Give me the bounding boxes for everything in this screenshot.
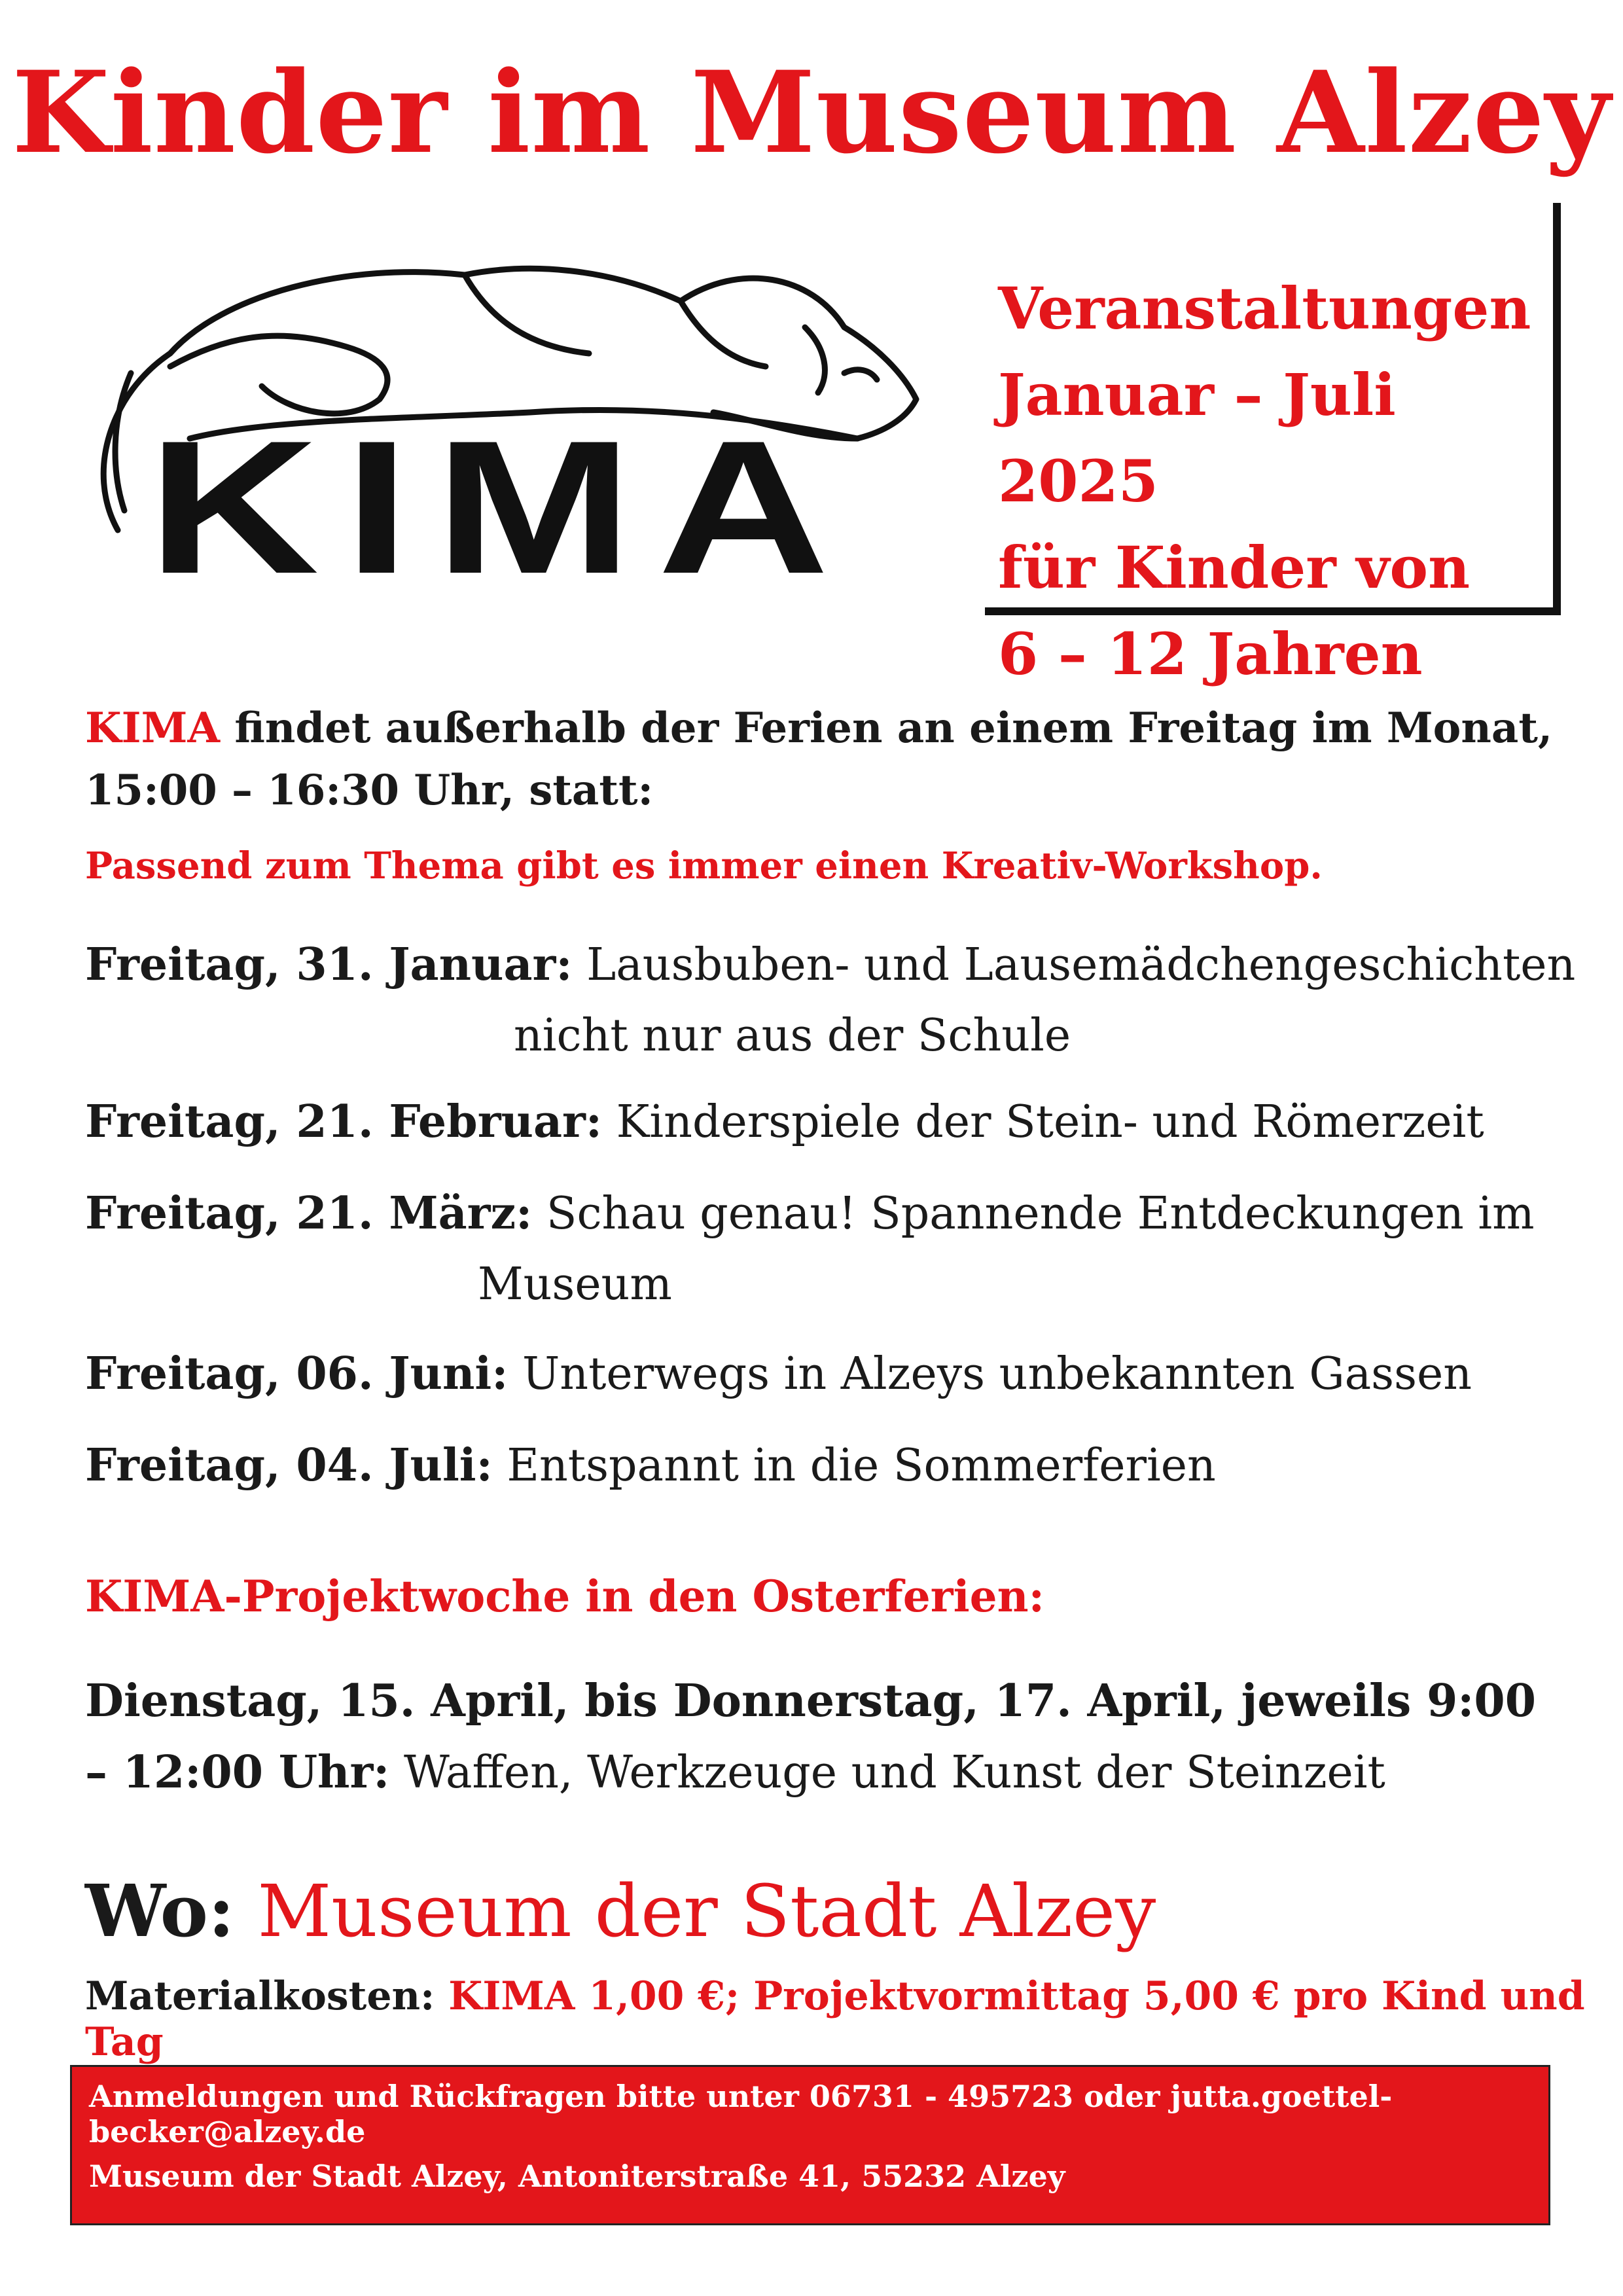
location-venue: Museum der Stadt Alzey xyxy=(257,1869,1156,1953)
event-date: Freitag, 21. Februar: xyxy=(85,1096,602,1148)
intro-paragraph xyxy=(85,697,1558,821)
event-title: Schau genau! Spannende Entdeckungen im xyxy=(546,1188,1535,1240)
event-title: Unterwegs in Alzeys unbekannten Gassen xyxy=(522,1348,1472,1400)
event-item xyxy=(85,1430,1216,1501)
event-date: Freitag, 21. März: xyxy=(85,1187,533,1240)
event-item xyxy=(85,1338,1472,1410)
event-title: Kinderspiele der Stein- und Römerzeit xyxy=(616,1096,1484,1148)
event-date: Freitag, 31. Januar: xyxy=(85,939,573,991)
project-week-heading: KIMA-Projektwoche in den Osterferien: xyxy=(85,1571,1044,1622)
location-line xyxy=(85,1869,1156,1953)
event-title-continued: nicht nur aus der Schule xyxy=(514,1010,1071,1062)
project-week-details xyxy=(85,1666,1564,1808)
event-item xyxy=(85,929,1575,1071)
intro-kima: KIMA xyxy=(85,704,221,753)
events-line: Veranstaltungen xyxy=(998,274,1531,342)
contact-footer xyxy=(70,2065,1550,2225)
event-item xyxy=(85,1086,1484,1158)
event-date: Freitag, 06. Juni: xyxy=(85,1348,508,1400)
workshop-note: Passend zum Thema gibt es immer einen Kreativ-Workshop. xyxy=(85,844,1323,888)
footer-address: Museum der Stadt Alzey, Antoniterstraße 41, 55232 Alzey xyxy=(89,2159,1065,2194)
costs-value: KIMA 1,00 €; Projektvormittag 5,00 € pro Kind und Tag xyxy=(85,1973,1585,2065)
event-title-continued: Museum xyxy=(478,1259,672,1310)
events-period-box xyxy=(985,203,1561,688)
project-topic: Waffen, Werkzeuge und Kunst der Steinzeit xyxy=(389,1747,1385,1799)
kima-logo xyxy=(72,223,942,589)
costs-label: Materialkosten: xyxy=(85,1973,435,2019)
event-title: Lausbuben- und Lausemädchengeschichten xyxy=(586,939,1576,991)
project-dates: Dienstag, 15. April, bis Donnerstag, 17. April, jeweils 9:00 – 12:00 Uhr: xyxy=(85,1675,1537,1799)
location-label: Wo: xyxy=(85,1869,235,1953)
event-item xyxy=(85,1178,1535,1320)
events-line: 6 – 12 Jahren xyxy=(998,620,1423,688)
event-title: Entspannt in die Sommerferien xyxy=(507,1440,1216,1492)
event-date: Freitag, 04. Juli: xyxy=(85,1439,493,1492)
events-line: für Kinder von xyxy=(998,533,1471,601)
material-costs xyxy=(85,1973,1623,2065)
footer-registration: Anmeldungen und Rückfragen bitte unter 06731 - 495723 oder jutta.goettel-becker@alzey.de xyxy=(89,2079,1393,2149)
kima-logo-text: KIMA xyxy=(147,401,854,589)
events-line: Januar – Juli 2025 xyxy=(998,361,1396,515)
page-title: Kinder im Museum Alzey xyxy=(12,46,1611,179)
intro-text: findet außerhalb der Ferien an einem Freitag im Monat, 15:00 – 16:30 Uhr, statt: xyxy=(85,704,1553,815)
